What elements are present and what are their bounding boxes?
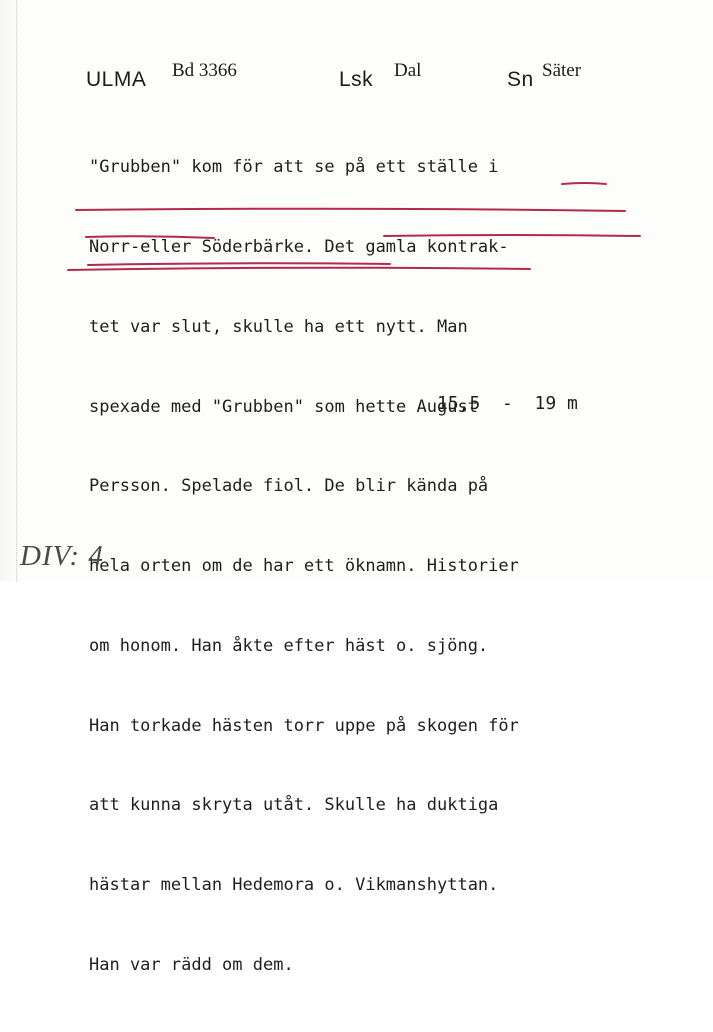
signum-handwritten: DIV: 4 [20, 540, 104, 572]
body-line: Han var rädd om dem. [89, 955, 294, 975]
body-line: Han torkade hästen torr uppe på skogen för [89, 715, 519, 736]
body-line: Norr-eller Söderbärke. Det gamla kontrak- [89, 236, 509, 257]
body-line: om honom. Han åkte efter häst o. sjöng. [89, 635, 489, 656]
archive-number: Bd 3366 [172, 60, 237, 81]
body-line: hästar mellan Hedemora o. Vikmanshyttan. [89, 875, 499, 896]
measurement: 15,5 - 19 m [437, 393, 578, 414]
parish-label: Sn [507, 68, 534, 91]
card-edge [0, 0, 18, 581]
archive-label: ULMA [86, 68, 147, 91]
body-line: hela orten om de har ett öknamn. Historier [89, 556, 519, 577]
region-label: Lsk [339, 68, 374, 91]
parish-value: Säter [542, 60, 582, 81]
body-line: spexade med "Grubben" som hette August [89, 396, 478, 417]
card-header [86, 58, 686, 98]
body-line: tet var slut, skulle ha ett nytt. Man [89, 316, 468, 337]
body-line: Persson. Spelade fiol. De blir kända på [89, 476, 489, 497]
region-value: Dal [394, 60, 422, 81]
body-line: "Grubben" kom för att se på ett ställe i [89, 157, 499, 178]
card-body [89, 101, 689, 1032]
body-line: att kunna skryta utåt. Skulle ha duktiga [89, 795, 499, 816]
